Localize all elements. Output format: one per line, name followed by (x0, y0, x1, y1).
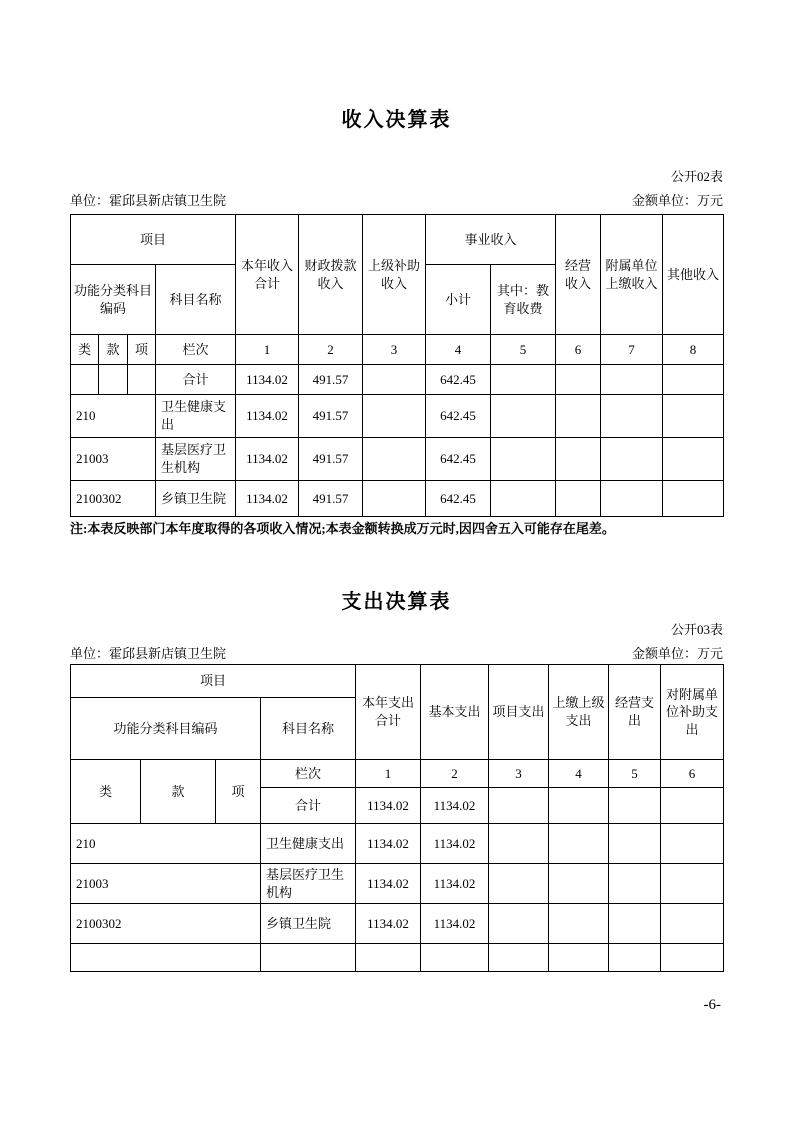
empty-cell (549, 944, 609, 972)
value-cell (549, 824, 609, 864)
income-doc-number: 公开02表 (670, 169, 723, 184)
value-cell (489, 824, 549, 864)
income-table-row (71, 481, 724, 517)
value-cell (661, 904, 724, 944)
empty-cell (99, 365, 128, 395)
expense-header-item: 项 (216, 760, 261, 824)
value-cell (556, 395, 601, 438)
name-cell: 卫生健康支出 (156, 395, 236, 438)
value-cell (363, 438, 426, 481)
expense-header-subsidy: 对附属单位补助支出 (661, 665, 724, 760)
expense-header-project: 项目 (71, 665, 356, 698)
expense-amount-unit-label: 金额单位：万元 (631, 646, 723, 661)
income-header-superior-subsidy: 上级补助收入 (363, 215, 426, 335)
value-cell: 491.57 (299, 395, 363, 438)
name-cell: 基层医疗卫生机构 (156, 438, 236, 481)
value-cell (661, 864, 724, 904)
expense-column-number: 6 (661, 760, 724, 788)
empty-cell (661, 944, 724, 972)
empty-cell (356, 944, 421, 972)
value-cell (556, 438, 601, 481)
value-cell (661, 824, 724, 864)
value-cell: 491.57 (299, 481, 363, 517)
income-meta-row (70, 190, 723, 209)
income-unit-label: 单位：霍邱县新店镇卫生院 (70, 193, 227, 208)
value-cell: 642.45 (426, 481, 491, 517)
value-cell (489, 864, 549, 904)
value-cell: 1134.02 (236, 481, 299, 517)
value-cell (601, 365, 663, 395)
expense-column-number: 2 (421, 760, 489, 788)
income-column-label: 栏次 (156, 335, 236, 365)
value-cell (549, 864, 609, 904)
value-cell (661, 788, 724, 824)
expense-table-row (71, 904, 724, 944)
income-header-fiscal-income: 财政拨款收入 (299, 215, 363, 335)
expense-table (70, 664, 724, 972)
income-amount-unit-label: 金额单位：万元 (631, 193, 723, 208)
income-table-note: 注:本表反映部门本年度取得的各项收入情况;本表金额转换成万元时,因四舍五入可能存在尾差。 (70, 521, 615, 536)
expense-column-label: 栏次 (261, 760, 356, 788)
value-cell: 1134.02 (421, 788, 489, 824)
empty-cell (609, 944, 661, 972)
value-cell (491, 481, 556, 517)
value-cell: 1134.02 (421, 824, 489, 864)
income-table (70, 214, 724, 517)
code-cell: 2100302 (71, 904, 261, 944)
value-cell (363, 365, 426, 395)
income-table-title: 收入决算表 (341, 109, 452, 131)
expense-total-label: 合计 (261, 788, 356, 824)
income-table-row (71, 395, 724, 438)
income-header-row-1 (71, 215, 724, 265)
value-cell (556, 481, 601, 517)
income-column-number: 2 (299, 335, 363, 365)
income-header-item: 项 (128, 335, 156, 365)
code-cell: 210 (71, 824, 261, 864)
income-column-number: 7 (601, 335, 663, 365)
value-cell (601, 481, 663, 517)
income-header-total-income: 本年收入合计 (236, 215, 299, 335)
expense-header-subject: 科目名称 (261, 698, 356, 760)
expense-column-number-row (71, 760, 724, 788)
value-cell (556, 365, 601, 395)
expense-column-number: 3 (489, 760, 549, 788)
value-cell (663, 365, 724, 395)
empty-cell (489, 944, 549, 972)
value-cell (663, 395, 724, 438)
value-cell (609, 904, 661, 944)
value-cell: 491.57 (299, 438, 363, 481)
value-cell: 1134.02 (356, 824, 421, 864)
value-cell: 1134.02 (421, 904, 489, 944)
expense-header-total-expense: 本年支出合计 (356, 665, 421, 760)
expense-meta-row (70, 643, 723, 662)
income-header-project: 项目 (71, 215, 236, 265)
value-cell (363, 481, 426, 517)
value-cell (489, 788, 549, 824)
value-cell (363, 395, 426, 438)
value-cell (609, 824, 661, 864)
income-column-number: 8 (663, 335, 724, 365)
value-cell (489, 904, 549, 944)
expense-column-number: 5 (609, 760, 661, 788)
code-cell: 210 (71, 395, 156, 438)
value-cell (549, 788, 609, 824)
income-header-class: 类 (71, 335, 99, 365)
value-cell: 1134.02 (356, 904, 421, 944)
expense-table-row (71, 864, 724, 904)
income-column-number: 4 (426, 335, 491, 365)
name-cell: 乡镇卫生院 (261, 904, 356, 944)
expense-header-section: 款 (141, 760, 216, 824)
income-total-label: 合计 (156, 365, 236, 395)
expense-header-class: 类 (71, 760, 141, 824)
value-cell (549, 904, 609, 944)
income-column-number: 3 (363, 335, 426, 365)
value-cell (491, 365, 556, 395)
code-cell: 21003 (71, 864, 261, 904)
income-total-row (71, 365, 724, 395)
income-header-code: 功能分类科目编码 (71, 265, 156, 335)
name-cell: 基层医疗卫生机构 (261, 864, 356, 904)
income-column-number: 1 (236, 335, 299, 365)
expense-table-title: 支出决算表 (341, 591, 452, 613)
code-cell: 2100302 (71, 481, 156, 517)
income-header-subject: 科目名称 (156, 265, 236, 335)
value-cell: 1134.02 (421, 864, 489, 904)
expense-column-number: 4 (549, 760, 609, 788)
empty-cell (71, 944, 261, 972)
income-column-number: 5 (491, 335, 556, 365)
value-cell (601, 438, 663, 481)
value-cell: 1134.02 (236, 395, 299, 438)
value-cell (491, 438, 556, 481)
expense-header-operating: 经营支出 (609, 665, 661, 760)
name-cell: 卫生健康支出 (261, 824, 356, 864)
income-header-affiliated-income: 附属单位上缴收入 (601, 215, 663, 335)
income-header-other-income: 其他收入 (663, 215, 724, 335)
value-cell: 642.45 (426, 438, 491, 481)
value-cell: 1134.02 (236, 365, 299, 395)
page-number: -6- (703, 997, 721, 1013)
code-cell: 21003 (71, 438, 156, 481)
empty-cell (421, 944, 489, 972)
income-column-number: 6 (556, 335, 601, 365)
value-cell: 1134.02 (356, 864, 421, 904)
expense-header-row-1 (71, 665, 724, 698)
income-header-section: 款 (99, 335, 128, 365)
income-header-business-income: 事业收入 (426, 215, 556, 265)
value-cell: 642.45 (426, 365, 491, 395)
value-cell: 1134.02 (236, 438, 299, 481)
value-cell: 1134.02 (356, 788, 421, 824)
income-column-number-row (71, 335, 724, 365)
income-header-operating-income: 经营收入 (556, 215, 601, 335)
expense-header-code: 功能分类科目编码 (71, 698, 261, 760)
expense-unit-label: 单位：霍邱县新店镇卫生院 (70, 646, 227, 661)
expense-table-row (71, 824, 724, 864)
expense-empty-row (71, 944, 724, 972)
value-cell (601, 395, 663, 438)
income-header-business-subtotal: 小计 (426, 265, 491, 335)
empty-cell (261, 944, 356, 972)
value-cell: 491.57 (299, 365, 363, 395)
value-cell (663, 438, 724, 481)
value-cell (491, 395, 556, 438)
expense-doc-number: 公开03表 (670, 622, 723, 637)
income-table-row (71, 438, 724, 481)
empty-cell (71, 365, 99, 395)
expense-column-number: 1 (356, 760, 421, 788)
expense-header-to-superior: 上缴上级支出 (549, 665, 609, 760)
empty-cell (128, 365, 156, 395)
value-cell (609, 864, 661, 904)
value-cell (609, 788, 661, 824)
value-cell: 642.45 (426, 395, 491, 438)
income-header-business-edu: 其中：教育收费 (491, 265, 556, 335)
name-cell: 乡镇卫生院 (156, 481, 236, 517)
expense-header-project-exp: 项目支出 (489, 665, 549, 760)
value-cell (663, 481, 724, 517)
expense-header-basic: 基本支出 (421, 665, 489, 760)
